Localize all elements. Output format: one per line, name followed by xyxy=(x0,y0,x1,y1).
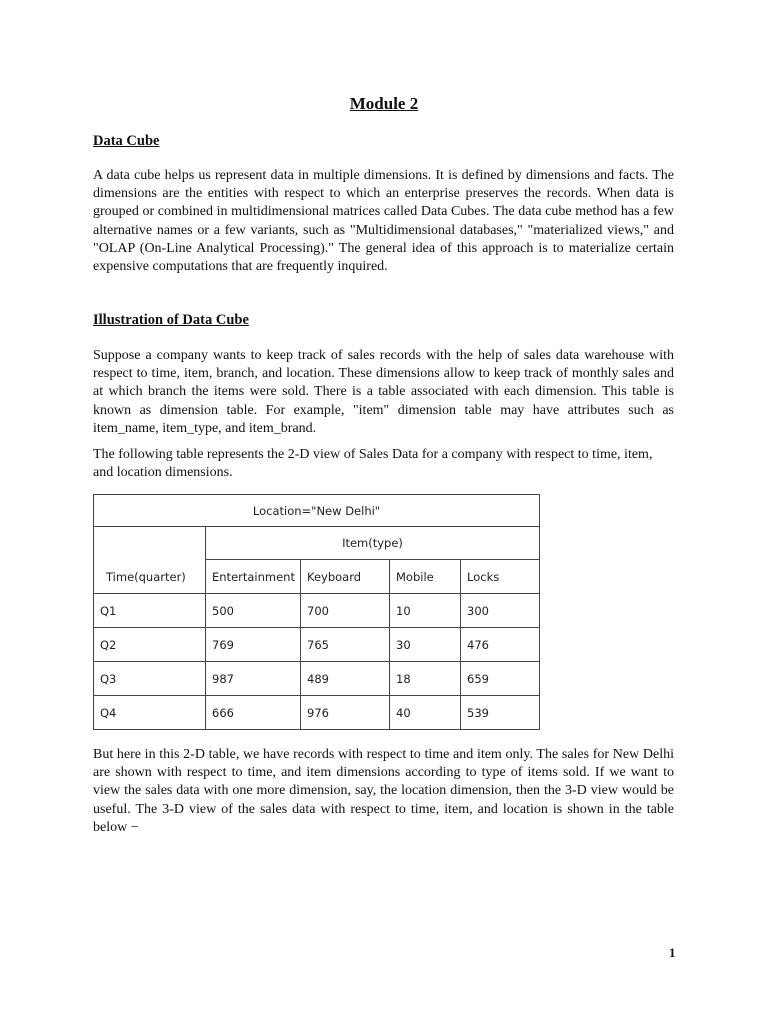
table-cell: 489 xyxy=(301,662,390,696)
table-row-item-header xyxy=(94,527,540,560)
table-row-location xyxy=(94,495,540,527)
table-cell: 18 xyxy=(390,662,461,696)
table-row xyxy=(94,594,540,628)
table-cell: 500 xyxy=(206,594,301,628)
table-cell: 769 xyxy=(206,628,301,662)
row-label-cell: Q2 xyxy=(94,628,206,662)
table-cell: 666 xyxy=(206,696,301,730)
table-cell: 700 xyxy=(301,594,390,628)
section-heading-data-cube: Data Cube xyxy=(93,133,160,149)
table-cell: 476 xyxy=(461,628,540,662)
row-label-cell: Q4 xyxy=(94,696,206,730)
table-cell: 30 xyxy=(390,628,461,662)
table-cell: 300 xyxy=(461,594,540,628)
section-heading-illustration: Illustration of Data Cube xyxy=(93,312,249,328)
column-header-cell: Entertainment xyxy=(206,560,301,594)
table-cell: 976 xyxy=(301,696,390,730)
column-header-cell: Locks xyxy=(461,560,540,594)
row-label-cell: Q3 xyxy=(94,662,206,696)
row-header-cell: Time(quarter) xyxy=(94,527,206,594)
column-header-cell: Keyboard xyxy=(301,560,390,594)
table-row xyxy=(94,628,540,662)
location-header-cell: Location="New Delhi" xyxy=(94,495,540,527)
column-header-cell: Mobile xyxy=(390,560,461,594)
sales-table xyxy=(93,494,540,730)
table-row xyxy=(94,662,540,696)
table-cell: 659 xyxy=(461,662,540,696)
table-row xyxy=(94,696,540,730)
paragraph-closing: But here in this 2-D table, we have records with respect to time and item only. The sales for New Delhi are shown with respect to time, and item dimensions according to type of items sold. If we want to view the sales data with one more dimension, say, the location dimension, then the 3-D view would be useful. The 3-D view of the sales data with respect to time, item, and location is shown in the table below − xyxy=(93,747,674,835)
page-title: Module 2 xyxy=(349,94,419,113)
item-header-cell: Item(type) xyxy=(206,527,540,560)
table-cell: 10 xyxy=(390,594,461,628)
table-cell: 539 xyxy=(461,696,540,730)
table-cell: 40 xyxy=(390,696,461,730)
paragraph-data-cube: A data cube helps us represent data in multiple dimensions. It is defined by dimensions and facts. The dimensions are the entities with respect to which an enterprise preserves the records. When data is grouped or combined in multidimensional matrices called Data Cubes. The data cube method has a few alternative names or a few variants, such as "Multidimensional databases," "materialized views," and "OLAP (On-Line Analytical Processing)." The general idea of this approach is to materialize certain expensive computations that are frequently inquired. xyxy=(93,168,674,275)
paragraph-illustration: Suppose a company wants to keep track of sales records with the help of sales data warehouse with respect to time, item, branch, and location. These dimensions allow to keep track of monthly sales and at which branch the items were sold. There is a table associated with each dimension. This table is known as dimension table. For example, "item" dimension table may have attributes such as item_name, item_type, and item_brand. xyxy=(93,348,674,436)
table-cell: 765 xyxy=(301,628,390,662)
sales-table-container xyxy=(93,494,539,730)
table-cell: 987 xyxy=(206,662,301,696)
page-number: 1 xyxy=(669,945,676,960)
row-label-cell: Q1 xyxy=(94,594,206,628)
paragraph-table-intro: The following table represents the 2-D view of Sales Data for a company with respect to time, item, and location dimensions. xyxy=(93,447,653,481)
